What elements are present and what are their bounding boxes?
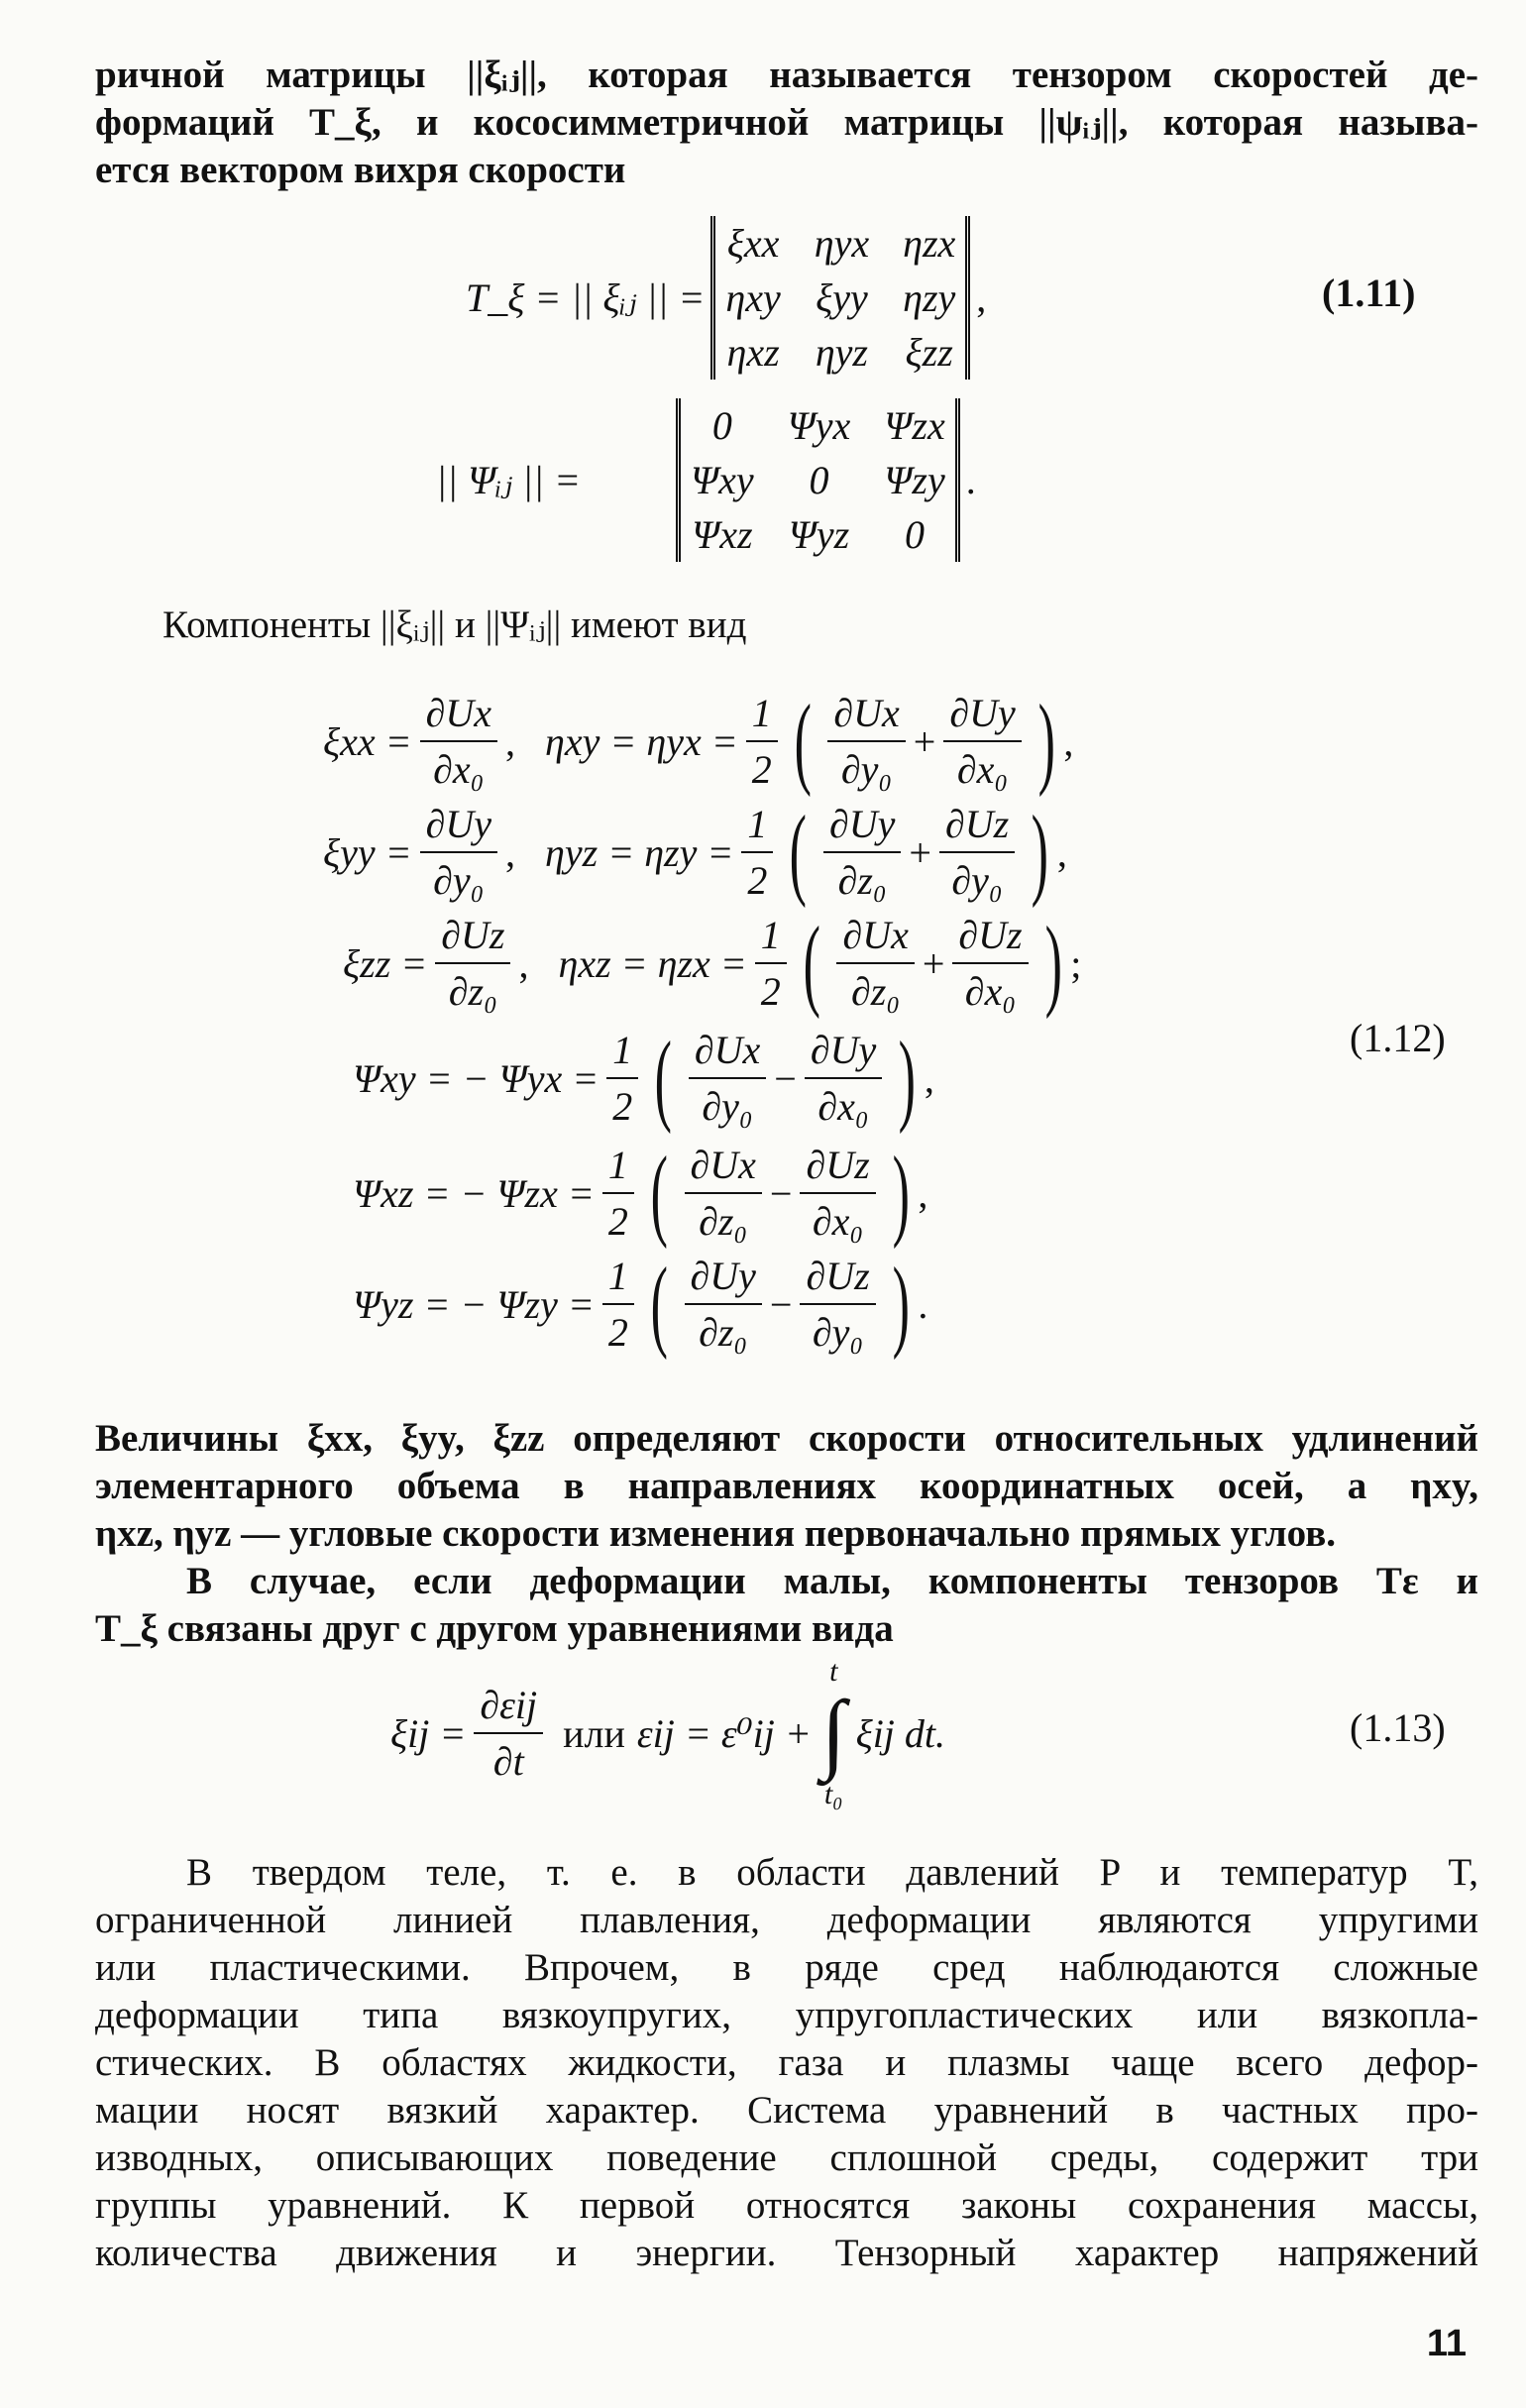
matrix-cell: 0 — [711, 403, 732, 448]
denominator: ∂t — [492, 1739, 524, 1784]
right-paren: ) — [1044, 906, 1062, 1020]
denominator: ∂z₀ — [837, 858, 887, 903]
matrix-cell: Ψzy — [884, 458, 945, 502]
equation-number: (1.13) — [1350, 1705, 1446, 1750]
text-line: деформации типа вязкоупругих, упругопластических или вязкопла- — [95, 1994, 1478, 2036]
numerator: ∂Ux — [420, 690, 497, 742]
numerator: ∂Uy — [420, 801, 497, 853]
text-line: стических. В областях жидкости, газа и плазмы чаще всего дефор- — [95, 2041, 1478, 2084]
matrix-cell: Ψzx — [884, 403, 945, 448]
fraction — [939, 801, 1015, 904]
denominator: ∂z₀ — [699, 1310, 748, 1355]
numerator: ∂Uz — [800, 1253, 875, 1305]
operator: + — [922, 940, 945, 986]
integral — [821, 1655, 846, 1811]
denominator: ∂y₀ — [702, 1084, 753, 1129]
left-paren: ( — [654, 1021, 673, 1135]
equation-row — [353, 1136, 928, 1250]
equation-end: , — [924, 1055, 934, 1101]
matrix-T — [710, 216, 970, 380]
fraction — [823, 801, 901, 904]
equation-1-13 — [390, 1655, 945, 1811]
paragraph-small-deformations — [95, 1558, 1478, 1653]
denominator: ∂z₀ — [448, 969, 497, 1014]
numerator: 1 — [602, 1253, 634, 1305]
matrix-cell: ηxz — [726, 330, 780, 375]
operator: + — [909, 829, 931, 875]
numerator: ∂Uz — [800, 1142, 875, 1194]
numerator: ∂Uz — [939, 801, 1015, 853]
matrix-cell: ηxy — [725, 275, 781, 320]
page-number: 11 — [1426, 2323, 1467, 2364]
equation-mid: ηxy = ηyx = — [545, 718, 738, 764]
numerator: 1 — [606, 1027, 638, 1079]
equation-number: (1.11) — [1322, 271, 1416, 315]
equation-end: , — [1063, 718, 1074, 764]
right-paren: ) — [892, 1136, 910, 1250]
fraction-half — [602, 1253, 634, 1356]
text-line: формаций T_ξ, и кососимметричной матрицы ||ψᵢⱼ||, которая называ- — [95, 101, 1478, 144]
matrix-cell: Ψyx — [787, 403, 851, 448]
separator: , — [518, 940, 529, 986]
denominator: ∂y₀ — [840, 747, 893, 792]
paragraph-quantities — [95, 1415, 1478, 1558]
equation-end: , — [918, 1170, 928, 1216]
text-line: группы уравнений. К первой относятся законы сохранения массы, — [95, 2184, 1478, 2227]
denominator: ∂x₀ — [956, 747, 1009, 792]
equation-lhs: Ψyz = − Ψzy = — [353, 1281, 595, 1327]
left-paren: ( — [650, 1136, 668, 1250]
paragraph-solid-body — [95, 1849, 1478, 2277]
fraction — [685, 1253, 762, 1356]
operator: − — [769, 1170, 793, 1216]
right-paren: ) — [1037, 684, 1055, 798]
numerator: ∂Uy — [685, 1253, 762, 1305]
denominator: ∂y₀ — [951, 858, 1003, 903]
equation-vortex-Psi — [436, 398, 976, 562]
denominator: 2 — [607, 1310, 628, 1355]
fraction — [420, 801, 497, 904]
text-line: или пластическими. Впрочем, в ряде сред наблюдаются сложные — [95, 1946, 1478, 1989]
equation-lhs: ξzz = — [343, 940, 428, 986]
equation-rhs: εij = ε⁰ij + — [636, 1710, 812, 1756]
matrix-cell: 0 — [809, 458, 829, 502]
fraction — [800, 1253, 875, 1356]
operator: − — [774, 1055, 797, 1101]
fraction — [800, 1142, 875, 1245]
equation-lhs: T_ξ = || ξᵢⱼ || = — [466, 275, 706, 320]
integrand: ξij dt. — [855, 1710, 946, 1756]
right-paren: ) — [898, 1021, 917, 1135]
conjunction: или — [563, 1710, 625, 1756]
text-line: количества движения и энергии. Тензорный характер напряжений — [95, 2232, 1478, 2274]
matrix-cell: ηyz — [815, 330, 868, 375]
numerator: ∂Uz — [435, 912, 510, 964]
numerator: ∂Ux — [836, 912, 914, 964]
equation-lhs: ξij = — [390, 1710, 467, 1756]
equation-row — [343, 906, 1082, 1020]
text-line: T_ξ связаны друг с другом уравнениями вида — [95, 1607, 894, 1650]
fraction-half — [755, 912, 787, 1015]
denominator: ∂x₀ — [433, 747, 485, 792]
matrix-Psi — [676, 398, 960, 562]
numerator: 1 — [602, 1142, 634, 1194]
operator: + — [913, 718, 936, 764]
equation-row — [323, 795, 1067, 909]
matrix-cell: ξzz — [905, 330, 953, 375]
numerator: 1 — [741, 801, 773, 853]
fraction — [420, 690, 497, 793]
left-paren: ( — [794, 684, 812, 798]
equation-dot: . — [965, 458, 976, 502]
matrix-cell: Ψxz — [692, 512, 753, 557]
denominator: ∂y₀ — [433, 858, 485, 903]
numerator: ∂Uy — [823, 801, 901, 853]
numerator: ∂Ux — [827, 690, 905, 742]
matrix-cell: ξyy — [816, 275, 868, 320]
fraction — [435, 912, 510, 1015]
equation-lhs: ξxx = — [323, 718, 412, 764]
fraction-half — [741, 801, 773, 904]
fraction-half — [606, 1027, 638, 1130]
denominator: ∂x₀ — [818, 1084, 869, 1129]
numerator: ∂Uz — [952, 912, 1028, 964]
equation-end: , — [1056, 829, 1067, 875]
matrix-cell: Ψyz — [788, 512, 850, 557]
equation-row — [353, 1247, 928, 1361]
text-line: ричной матрицы ||ξᵢⱼ||, которая называется тензором скоростей де- — [95, 54, 1478, 96]
equation-lhs: Ψxy = − Ψyx = — [353, 1055, 600, 1101]
integral-lower-limit: t₀ — [823, 1778, 843, 1810]
denominator: ∂x₀ — [812, 1199, 864, 1244]
equation-end: ; — [1070, 940, 1082, 986]
equation-row — [353, 1021, 934, 1135]
right-paren: ) — [892, 1247, 910, 1361]
text-line: ется вектором вихря скорости — [95, 149, 626, 191]
components-intro: Компоненты ||ξᵢⱼ|| и ||Ψᵢⱼ|| имеют вид — [163, 603, 747, 646]
operator: − — [769, 1281, 793, 1327]
matrix-cell: ηzy — [903, 275, 956, 320]
matrix-cell: ξxx — [726, 221, 780, 266]
paragraph-intro — [95, 52, 1478, 194]
fraction — [943, 690, 1021, 793]
numerator: 1 — [746, 690, 778, 742]
fraction — [805, 1027, 882, 1130]
denominator: 2 — [760, 969, 781, 1014]
matrix-cell: ηzx — [903, 221, 956, 266]
denominator: 2 — [747, 858, 768, 903]
text-line: элементарного объема в направлениях координатных осей, а ηxy, — [95, 1465, 1478, 1507]
fraction — [689, 1027, 766, 1130]
left-paren: ( — [803, 906, 820, 1020]
numerator: 1 — [755, 912, 787, 964]
equation-number: (1.12) — [1350, 1016, 1446, 1060]
numerator: ∂Uy — [943, 690, 1021, 742]
equation-row — [323, 684, 1074, 798]
text-line: В твердом теле, т. е. в области давлений P и температур T, — [186, 1851, 1478, 1894]
fraction — [685, 1142, 762, 1245]
fraction — [836, 912, 914, 1015]
denominator: 2 — [612, 1084, 633, 1129]
equation-end: . — [918, 1281, 928, 1327]
text-line: ηxz, ηyz — угловые скорости изменения первоначально прямых углов. — [95, 1512, 1337, 1555]
denominator: ∂x₀ — [964, 969, 1017, 1014]
left-paren: ( — [650, 1247, 668, 1361]
text-line: изводных, описывающих поведение сплошной среды, содержит три — [95, 2136, 1478, 2179]
numerator: ∂Uy — [805, 1027, 882, 1079]
denominator: ∂z₀ — [699, 1199, 748, 1244]
equation-mid: ηxz = ηzx = — [558, 940, 747, 986]
fraction — [952, 912, 1028, 1015]
right-paren: ) — [1031, 795, 1049, 909]
text-line: ограниченной линией плавления, деформации являются упругими — [95, 1899, 1478, 1941]
text-line: Величины ξxx, ξyy, ξzz определяют скорости относительных удлинений — [95, 1417, 1478, 1460]
matrix-cell: Ψxy — [691, 458, 754, 502]
matrix-cell: 0 — [905, 512, 925, 557]
fraction — [827, 690, 905, 793]
matrix-cell: ηyx — [814, 221, 870, 266]
text-line: В случае, если деформации малы, компоненты тензоров Tε и — [186, 1560, 1478, 1602]
denominator: ∂z₀ — [851, 969, 901, 1014]
equation-lhs: || Ψᵢⱼ || = — [436, 458, 581, 502]
denominator: 2 — [607, 1199, 628, 1244]
fraction — [474, 1682, 543, 1785]
numerator: ∂Ux — [685, 1142, 762, 1194]
fraction-half — [746, 690, 778, 793]
text-line: мации носят вязкий характер. Система уравнений в частных про- — [95, 2089, 1478, 2132]
equation-lhs: ξyy = — [323, 829, 412, 875]
separator: , — [505, 829, 516, 875]
equation-tensor-T — [466, 216, 986, 380]
equation-comma: , — [976, 275, 987, 320]
numerator: ∂εij — [474, 1682, 543, 1734]
integral-sign: ∫ — [820, 1684, 846, 1782]
denominator: 2 — [751, 747, 772, 792]
fraction-half — [602, 1142, 634, 1245]
integral-upper-limit: t — [829, 1655, 838, 1688]
separator: , — [505, 718, 516, 764]
left-paren: ( — [790, 795, 808, 909]
equation-lhs: Ψxz = − Ψzx = — [353, 1170, 595, 1216]
denominator: ∂y₀ — [812, 1310, 864, 1355]
equation-mid: ηyz = ηzy = — [545, 829, 734, 875]
numerator: ∂Ux — [689, 1027, 766, 1079]
